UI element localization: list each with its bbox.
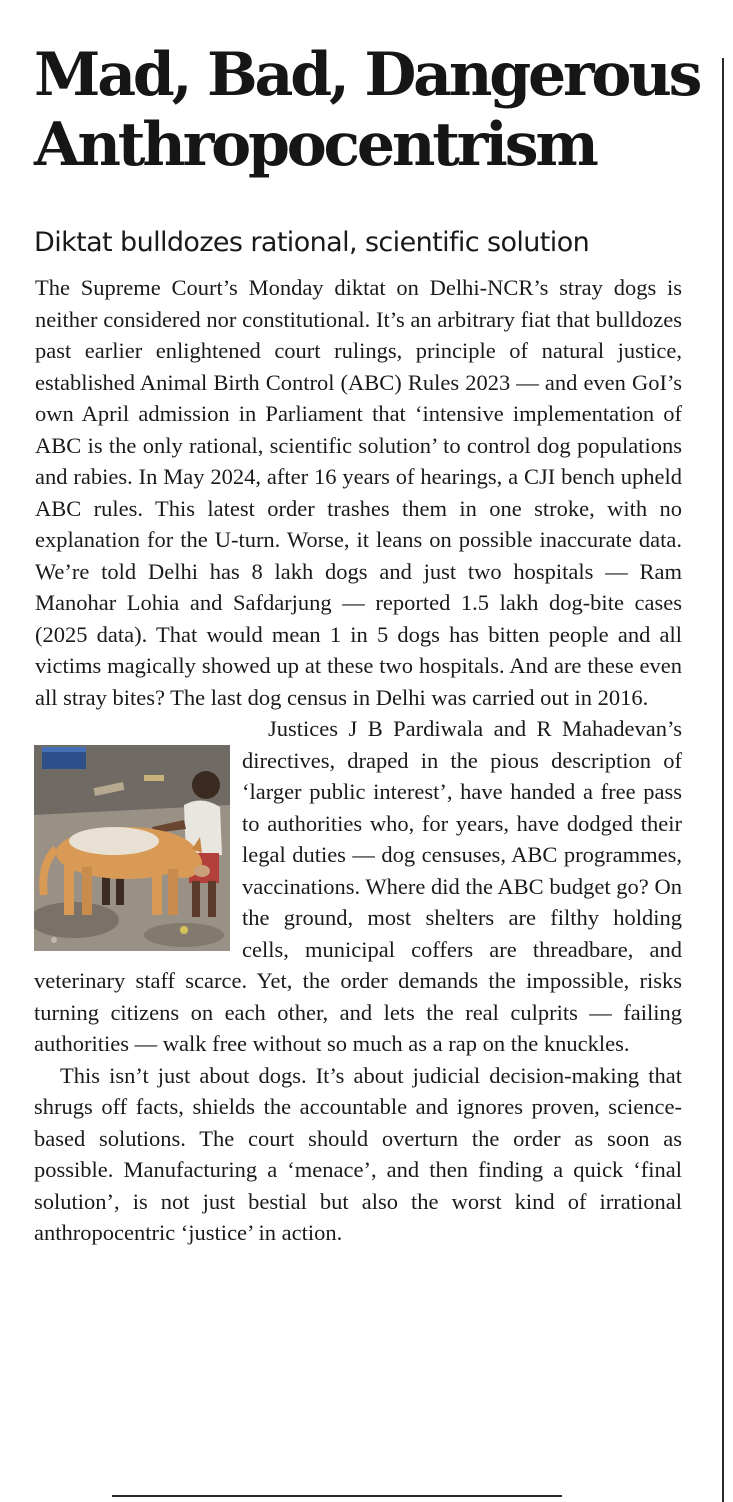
paragraph-1: The Supreme Court’s Monday diktat on Delhi-NCR’s stray dogs is neither considered nor constitutional. It’s an arbitrary fiat that bulldozes past earlier enlightened court rulings, principle of natural justice, established Animal Birth Control (ABC) Rules 2023 — and even GoI’s own April admission in Parliament that ‘intensive implementation of ABC is the only rational, scientific solution’ to control dog populations and rabies. In May 2024, after 16 years of hearings, a CJI bench upheld ABC rules. This latest order trashes them in one stroke, with no explanation for the U-turn. Worse, it leans on possible inaccurate data. We’re told Delhi has 8 lakh dogs and just two hospitals — Ram Manohar Lohia and Safdarjung — reported 1.5 lakh dog-bite cases (2025 data). That would mean 1 in 5 dogs has bitten people and all victims magically showed up at these two hospitals. And are these even all stray bites? The last dog census in Delhi was carried out in 2016.: [35, 275, 682, 710]
headline: [34, 40, 714, 180]
dog-and-child-photo: [34, 745, 230, 951]
paragraph-2: Justices J B Pardiwala and R Mahadevan’s directives, draped in the pious description of ‘larger public interest’, have handed a free pass to authorities who, for years, have dodged their legal duties — dog censuses, ABC programmes, vaccinations. Where did the ABC budget go? On the ground, most shelters are filthy holding cells, municipal coffers are threadbare, and veterinary staff scarce. Yet, the order demands the impossible, risks turning citizens on each other, and lets the real culprits — failing authorities — walk free without so much as a rap on the knuckles.: [34, 716, 682, 1056]
column-rule: [722, 58, 724, 1502]
subheadline: Diktat bulldozes rational, scientific solution: [34, 227, 590, 258]
headline-line-1: Mad, Bad, Dangerous: [34, 40, 700, 110]
bottom-rule: [112, 1495, 562, 1497]
headline-line-2: Anthropocentrism: [34, 110, 596, 180]
article-body: [34, 272, 682, 1249]
paragraph-3: This isn’t just about dogs. It’s about judicial decision-making that shrugs off facts, shields the accountable and ignores proven, science-based solutions. The court should overturn the order as soon as possible. Manufacturing a ‘menace’, and then finding a quick ‘final solution’, is not just bestial but also the worst kind of irrational anthropocentric ‘justice’ in action.: [34, 1062, 682, 1245]
